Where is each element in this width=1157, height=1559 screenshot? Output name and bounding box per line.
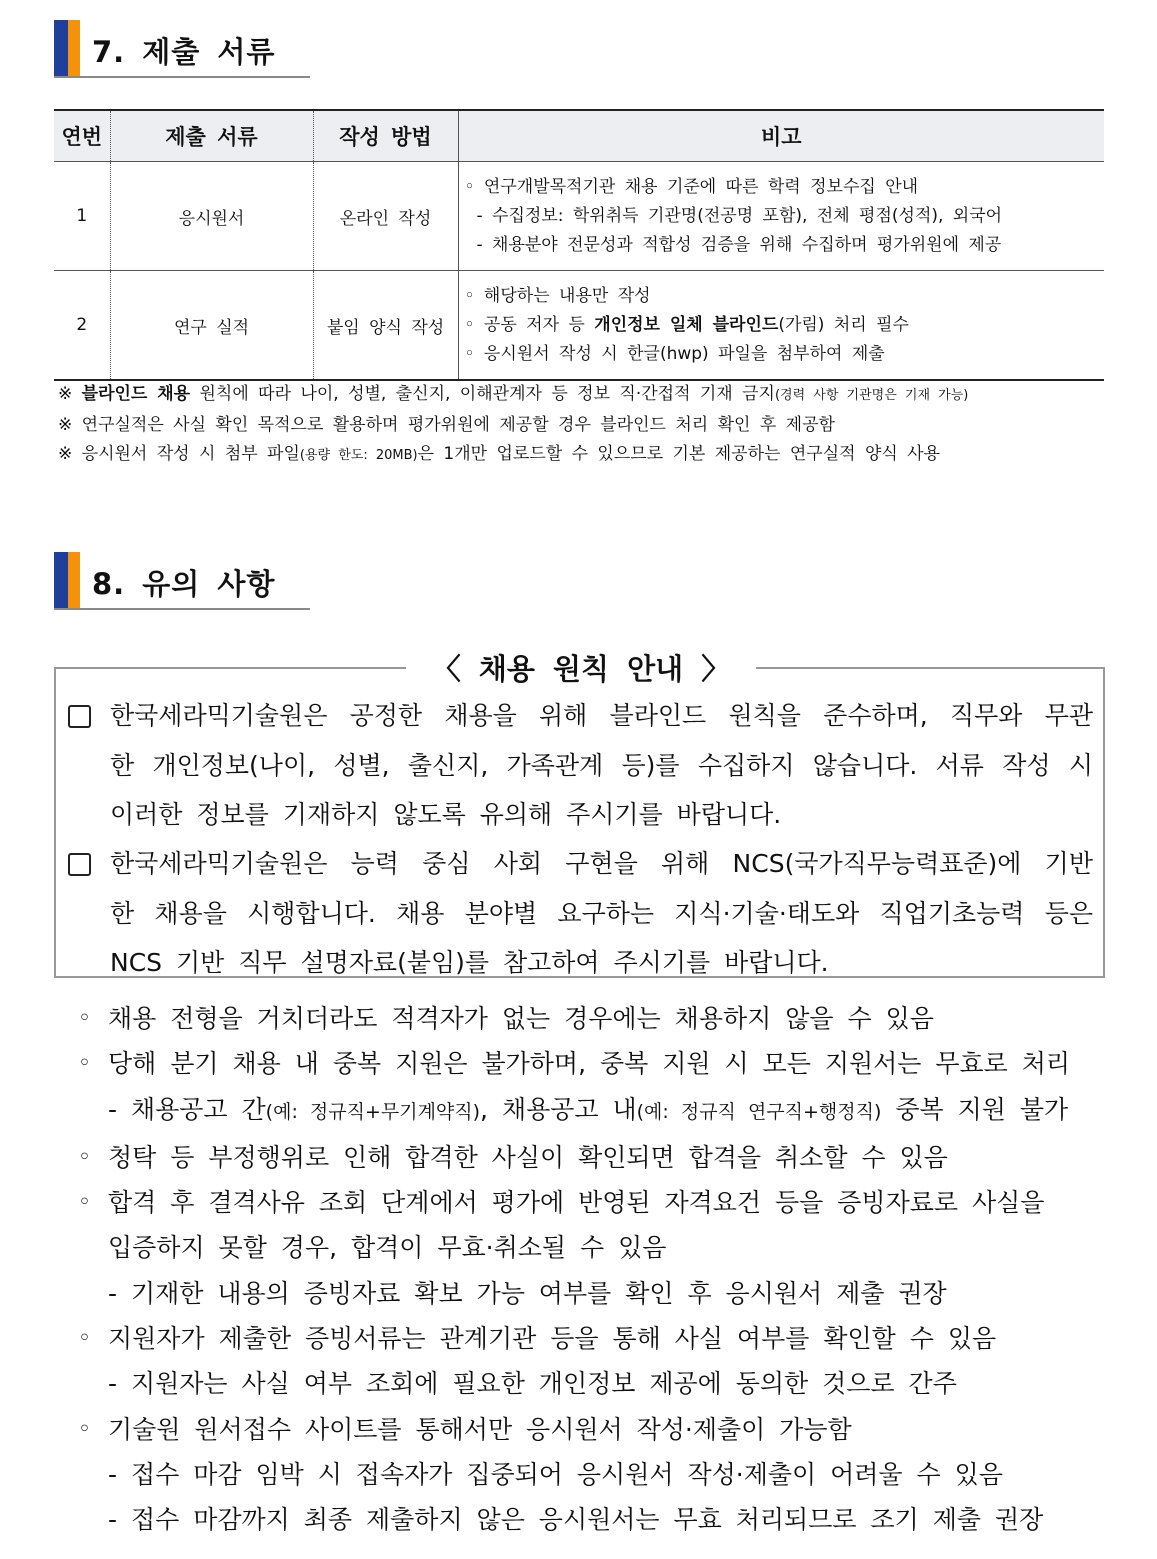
cell-document: 연구 실적 (110, 271, 313, 381)
principle-box-title: 〈 채용 원칙 안내 〉 (406, 647, 756, 688)
note-small-text: (용량 한도: 20MB) (299, 448, 418, 463)
cell-method: 온라인 작성 (313, 162, 458, 271)
caution-list (76, 996, 1116, 1543)
list-subitem: - 접수 마감까지 최종 제출하지 않은 응시원서는 무효 처리되므로 조기 제출 권장 (108, 1505, 1044, 1535)
note-text: ※ 응시원서 작성 시 첨부 파일 (58, 444, 300, 464)
cell-document: 응시원서 (110, 162, 313, 271)
principle-item (66, 691, 1093, 840)
principle-text (110, 691, 1093, 840)
subitem-text: - 채용공고 간 (108, 1094, 266, 1124)
remark-line: ◦ 연구개발목적기관 채용 기준에 따른 학력 정보수집 안내 (464, 176, 919, 197)
table-row (54, 162, 1104, 271)
subitem-text: 중복 지원 불가 (881, 1094, 1069, 1124)
principle-item (66, 839, 1093, 988)
list-item: ◦ 기술원 원서접수 사이트를 통해서만 응시원서 작성·제출이 가능함 (76, 1407, 1116, 1452)
principle-line: 이러한 정보를 기재하지 않도록 유의해 주시기를 바랍니다. (110, 800, 782, 829)
heading-accent-orange (68, 552, 80, 608)
table-notes (58, 380, 968, 471)
subitem-small-text: (예: 정규직+무기계약직) (265, 1100, 481, 1123)
list-item: ◦ 청탁 등 부정행위로 인해 합격한 사실이 확인되면 합격을 취소할 수 있음 (76, 1135, 1116, 1180)
checkbox-icon (68, 853, 91, 876)
table-row (54, 271, 1104, 381)
note-text: 은 1개만 업로드할 수 있으므로 기본 제공하는 연구실적 양식 사용 (417, 444, 941, 464)
note-text: 원칙에 따라 나이, 성별, 출신지, 이해관계자 등 정보 직·간접적 기재 금지 (190, 384, 775, 404)
note-line (58, 380, 968, 411)
heading-accent-blue (54, 20, 68, 76)
table-header-row (54, 110, 1104, 162)
principle-line: NCS 기반 직무 설명자료(붙임)를 참고하여 주시기를 바랍니다. (110, 948, 829, 977)
cell-method: 붙임 양식 작성 (313, 271, 458, 381)
list-subitem: - 지원자는 사실 여부 조회에 필요한 개인정보 제공에 동의한 것으로 간주 (108, 1369, 957, 1399)
note-line (58, 440, 968, 471)
principle-line: 한 채용을 시행합니다. 채용 분야별 요구하는 지식·기술·태도와 직업기초능력 등은 (110, 898, 1093, 928)
list-item-continued: 입증하지 못할 경우, 합격이 무효·취소될 수 있음 (108, 1233, 667, 1263)
submission-documents-table (54, 109, 1104, 381)
section-8-title: 8. 유의 사항 (92, 567, 276, 601)
list-subitem: - 접수 마감 임박 시 접속자가 집중되어 응시원서 작성·제출이 어려울 수 있음 (108, 1459, 1003, 1489)
hiring-principle-box (54, 652, 1105, 978)
remark-line: - 채용분야 전문성과 적합성 검증을 위해 수집하며 평가위원에 제공 (476, 234, 1002, 255)
cell-remarks (458, 162, 1104, 271)
principle-line: 한 개인정보(나이, 성별, 출신지, 가족관계 등)를 수집하지 않습니다. 서류 작성 시 (110, 750, 1093, 780)
cell-no: 2 (54, 271, 110, 381)
remark-line: ◦ 해당하는 내용만 작성 (464, 285, 651, 306)
remark-line (465, 311, 1105, 340)
remark-text: ◦ 공동 저자 등 (464, 314, 595, 335)
list-item: ◦ 합격 후 결격사유 조회 단계에서 평가에 반영된 자격요건 등을 증빙자료로 사실을 (76, 1180, 1116, 1225)
col-header-remarks: 비고 (458, 110, 1104, 162)
principle-text (110, 839, 1093, 988)
section-8-heading (54, 552, 310, 610)
heading-accent-blue (54, 552, 68, 608)
principle-line: 한국세라믹기술원은 공정한 채용을 위해 블라인드 원칙을 준수하며, 직무와 무관 (110, 701, 1093, 730)
col-header-method: 작성 방법 (313, 110, 458, 162)
note-line (58, 411, 968, 441)
remark-text: (가림) 처리 필수 (778, 314, 909, 335)
remark-line: ◦ 응시원서 작성 시 한글(hwp) 파일을 첨부하여 제출 (464, 343, 885, 364)
cell-remarks (458, 271, 1104, 381)
list-item: ◦ 당해 분기 채용 내 중복 지원은 불가하며, 중복 지원 시 모든 지원서는 무효로 처리 (76, 1041, 1116, 1086)
remark-bold-text: 개인정보 일체 블라인드 (594, 314, 779, 335)
note-text: ※ (58, 384, 82, 404)
remark-line: - 수집정보: 학위취득 기관명(전공명 포함), 전체 평점(성적), 외국어 (476, 205, 1003, 226)
col-header-document: 제출 서류 (110, 110, 313, 162)
subitem-text: , 채용공고 내 (480, 1094, 637, 1124)
list-item: ◦ 채용 전형을 거치더라도 적격자가 없는 경우에는 채용하지 않을 수 있음 (76, 996, 1116, 1041)
subitem-small-text: (예: 정규직 연구직+행정직) (636, 1100, 882, 1123)
cell-no: 1 (54, 162, 110, 271)
principle-line: 한국세라믹기술원은 능력 중심 사회 구현을 위해 NCS(국가직무능력표준)에 기반 (110, 849, 1093, 878)
list-item: ◦ 지원자가 제출한 증빙서류는 관계기관 등을 통해 사실 여부를 확인할 수 있음 (76, 1316, 1116, 1361)
checkbox-icon (68, 705, 91, 728)
col-header-no: 연번 (54, 110, 110, 162)
note-text: ※ 연구실적은 사실 확인 목적으로 활용하며 평가위원에 제공할 경우 블라인드 처리 확인 후 제공함 (58, 414, 835, 435)
note-bold-text: 블라인드 채용 (81, 384, 191, 404)
heading-accent-orange (68, 20, 80, 76)
section-7-title: 7. 제출 서류 (92, 35, 276, 69)
note-small-text: (경력 사항 기관명은 기재 가능) (774, 388, 969, 403)
list-subitem (76, 1087, 1116, 1135)
section-7-heading (54, 20, 310, 78)
list-subitem: - 기재한 내용의 증빙자료 확보 가능 여부를 확인 후 응시원서 제출 권장 (108, 1278, 947, 1308)
